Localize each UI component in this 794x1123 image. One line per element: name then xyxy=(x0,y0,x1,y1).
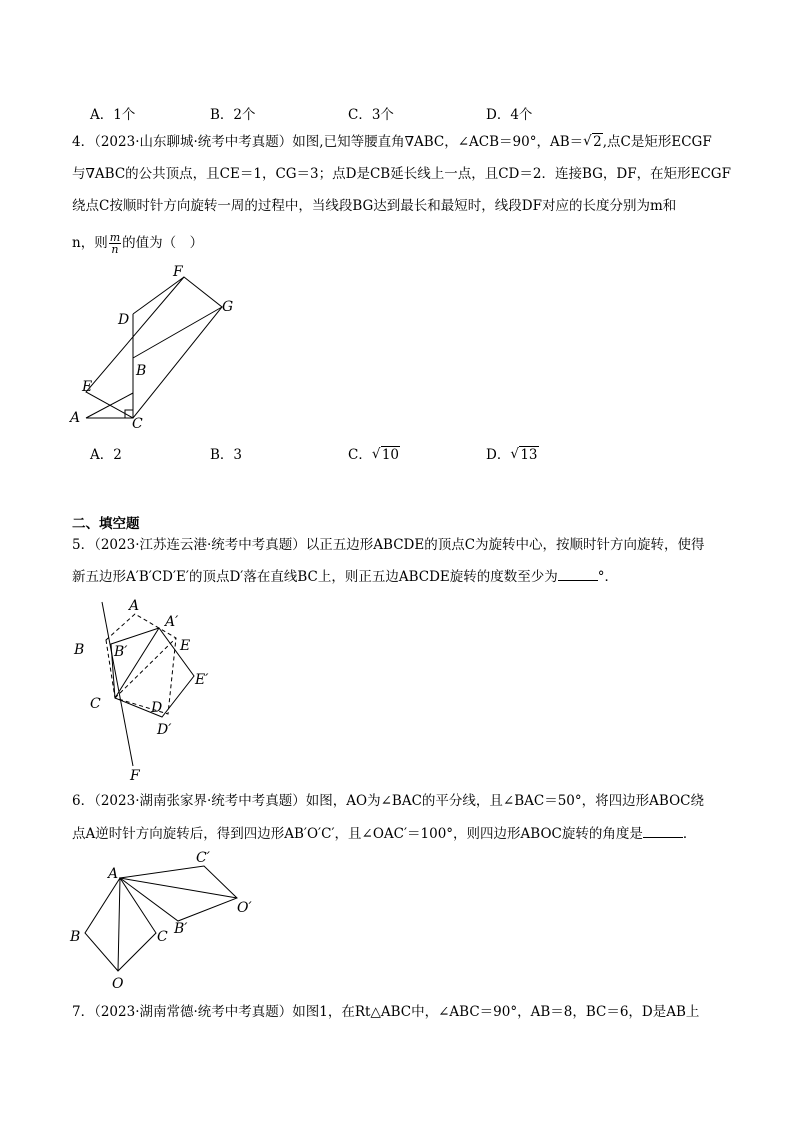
q4-line1-text: 4．（2023·山东聊城·统考中考真题）如图,已知等腰直角∇ABC，∠ACB＝90°，AB＝ xyxy=(72,134,584,150)
q6-label-b: B xyxy=(70,929,81,945)
q4-line2: 与∇ABC的公共顶点，且CE＝1，CG＝3；点D是CB延长线上一点，且CD＝2．连接BG，DF，在矩形ECGF xyxy=(72,166,731,182)
q4-line4-post: 的值为（ ） xyxy=(122,235,204,251)
q5-label-e: E xyxy=(180,638,191,654)
q6-label-b-prime: B′ xyxy=(174,921,188,937)
q4-label-f: F xyxy=(173,264,183,280)
q6-quad-aboc xyxy=(85,878,156,971)
q4-option-c-value: 10 xyxy=(381,447,400,463)
q5-label-d-prime: D′ xyxy=(157,722,172,738)
q6-label-o: O xyxy=(112,976,124,992)
q3-option-c: C．3个 xyxy=(348,107,394,123)
q4-label-a: A xyxy=(70,410,81,426)
q4-option-a: A．2 xyxy=(90,447,122,463)
q4-option-d-prefix: D． xyxy=(486,447,511,463)
section-heading: 二、填空题 xyxy=(72,516,140,532)
q3-option-b: B．2个 xyxy=(210,107,256,123)
q4-option-d-value: 13 xyxy=(520,447,538,463)
q6-segment-ao xyxy=(118,878,120,971)
q4-label-b: B xyxy=(136,363,147,379)
q4-label-e: E xyxy=(82,379,93,395)
q4-frac-den: n xyxy=(111,243,119,256)
q4-label-d: D xyxy=(118,312,130,328)
q4-option-c-prefix: C． xyxy=(348,447,372,463)
q5-line1: 5．（2023·江苏连云港·统考中考真题）以正五边形ABCDE的顶点C为旋转中心，按顺时针方向旋转，使得 xyxy=(72,537,705,553)
q7-line1: 7．（2023·湖南常德·统考中考真题）如图1，在Rt△ABC中，∠ABC＝90°，AB＝8，BC＝6，D是AB上 xyxy=(72,1004,700,1020)
q6-line2-post: ． xyxy=(682,826,697,842)
q4-label-c: C xyxy=(132,416,143,432)
q6-label-o-prime: O′ xyxy=(237,900,252,916)
q5-label-a-prime: A′ xyxy=(165,614,179,630)
q4-frac-num: m xyxy=(109,231,121,244)
q4-label-g: G xyxy=(222,299,234,315)
q6-label-a: A xyxy=(108,866,119,882)
q3-option-d: D．4个 xyxy=(486,107,533,123)
q6-line1: 6．（2023·湖南张家界·统考中考真题）如图，AO为∠BAC的平分线，且∠BAC＝50°，将四边形ABOC绕 xyxy=(72,793,704,809)
q5-label-d: D xyxy=(151,700,163,716)
q6-quad-rotated xyxy=(120,866,237,921)
q4-sqrt-value: 2 xyxy=(593,134,602,150)
q6-line2-pre: 点A逆时针方向旋转后，得到四边形AB′O′C′，且∠OAC′＝100°，则四边形ABOC旋转的角度是 xyxy=(72,826,643,842)
q4-line4-pre: n，则 xyxy=(72,235,108,251)
q4-line3: 绕点C按顺时针方向旋转一周的过程中，当线段BG达到最长和最短时，线段DF对应的长度分别为m和 xyxy=(72,198,677,214)
q4-option-b: B．3 xyxy=(210,447,243,463)
q5-line2-pre: 新五边形A′B′CD′E′的顶点D′落在直线BC上，则正五边ABCDE旋转的度数至少为 xyxy=(72,569,558,585)
q5-label-b-prime: B′ xyxy=(114,644,128,660)
q4-line1-tail: ,点C是矩形ECGF xyxy=(602,134,712,150)
q5-label-f: F xyxy=(130,768,140,784)
q6-label-c: C xyxy=(157,929,168,945)
q5-label-e-prime: E′ xyxy=(195,672,209,688)
q5-line2-post: °． xyxy=(597,569,619,585)
q3-option-a: A．1个 xyxy=(90,107,136,123)
q6-label-c-prime: C′ xyxy=(196,850,210,866)
q5-label-b: B xyxy=(74,642,85,658)
q5-label-c: C xyxy=(90,696,101,712)
q5-label-a: A xyxy=(129,598,140,614)
